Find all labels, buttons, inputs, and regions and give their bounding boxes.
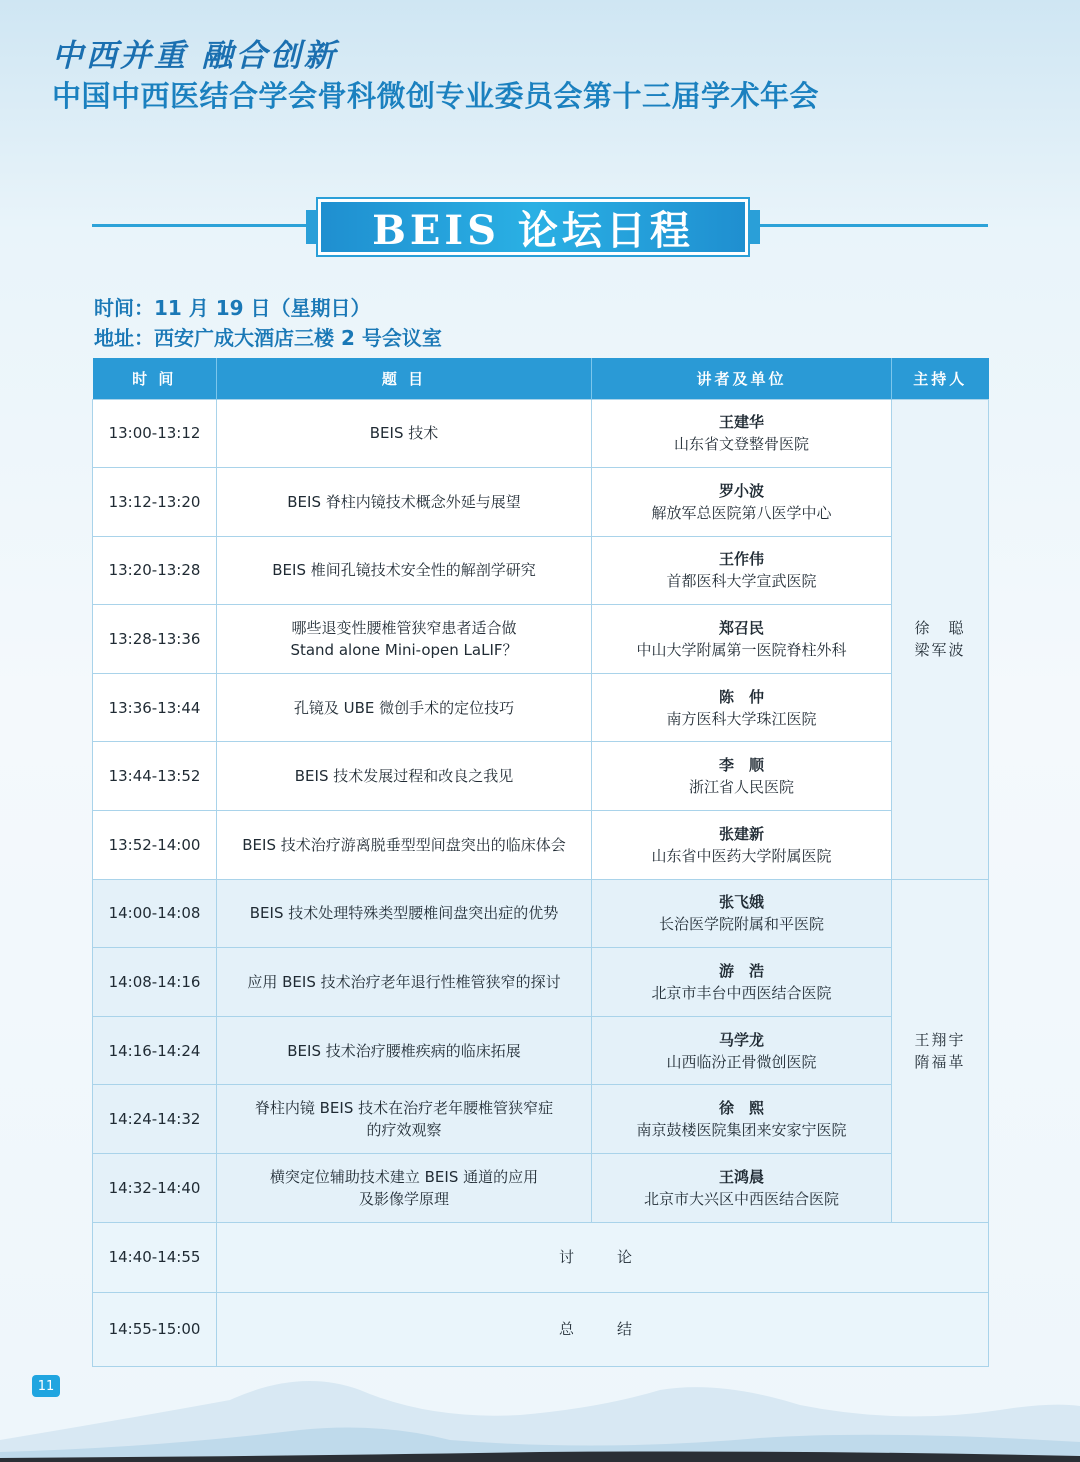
time-cell: 14:16-14:24 bbox=[93, 1016, 217, 1085]
time-cell: 14:55-15:00 bbox=[93, 1292, 217, 1366]
topic-line: BEIS 技术治疗游离脱垂型型间盘突出的临床体会 bbox=[242, 835, 566, 854]
speaker-unit: 长治医学院附属和平医院 bbox=[658, 915, 824, 934]
table-row bbox=[93, 811, 989, 880]
speaker-unit: 山东省文登整骨医院 bbox=[673, 435, 809, 454]
topic-line: BEIS 技术发展过程和改良之我见 bbox=[294, 767, 514, 786]
summary-label: 总 结 bbox=[217, 1292, 989, 1366]
speaker-unit: 北京市丰台中西医结合医院 bbox=[651, 984, 832, 1003]
topic-line: 横突定位辅助技术建立 BEIS 通道的应用 bbox=[269, 1167, 539, 1186]
speaker-cell bbox=[592, 1085, 892, 1154]
host-name: 王翔宇 bbox=[914, 1030, 966, 1049]
speaker-unit: 南京鼓楼医院集团来安家宁医院 bbox=[636, 1121, 847, 1140]
time-cell: 14:08-14:16 bbox=[93, 948, 217, 1017]
topic-cell bbox=[217, 399, 592, 468]
discussion-row bbox=[93, 1222, 989, 1292]
topic-cell bbox=[217, 879, 592, 948]
time-cell: 14:40-14:55 bbox=[93, 1222, 217, 1292]
speaker-cell bbox=[592, 673, 892, 742]
banner-notch-left bbox=[306, 210, 318, 244]
host-name: 徐 聪 bbox=[914, 619, 966, 638]
speaker-unit: 山东省中医药大学附属医院 bbox=[651, 846, 832, 865]
table-row bbox=[93, 605, 989, 674]
topic-cell bbox=[217, 1085, 592, 1154]
topic-line: 脊柱内镜 BEIS 技术在治疗老年腰椎管狭窄症 bbox=[254, 1099, 554, 1118]
time-cell: 13:28-13:36 bbox=[93, 605, 217, 674]
speaker-name: 张飞娥 bbox=[718, 893, 764, 912]
host-cell bbox=[892, 879, 989, 1222]
speaker-cell bbox=[592, 948, 892, 1017]
speaker-cell bbox=[592, 742, 892, 811]
schedule-table bbox=[92, 358, 989, 1367]
topic-line: 及影像学原理 bbox=[358, 1189, 449, 1208]
topic-line: BEIS 技术 bbox=[369, 424, 439, 443]
page-number: 11 bbox=[32, 1375, 60, 1397]
speaker-name: 陈 仲 bbox=[718, 687, 764, 706]
speaker-unit: 中山大学附属第一医院脊柱外科 bbox=[636, 641, 847, 660]
table-row bbox=[93, 399, 989, 468]
table-row bbox=[93, 1154, 989, 1223]
topic-cell bbox=[217, 468, 592, 537]
event-time: 时间：11 月 19 日（星期日） bbox=[94, 296, 371, 320]
time-cell: 13:00-13:12 bbox=[93, 399, 217, 468]
host-name: 梁军波 bbox=[914, 641, 966, 660]
topic-cell bbox=[217, 536, 592, 605]
table-row bbox=[93, 1016, 989, 1085]
speaker-cell bbox=[592, 1016, 892, 1085]
speaker-cell bbox=[592, 879, 892, 948]
speaker-cell bbox=[592, 536, 892, 605]
topic-cell bbox=[217, 605, 592, 674]
host-cell bbox=[892, 399, 989, 879]
speaker-unit: 解放军总医院第八医学中心 bbox=[651, 503, 832, 522]
header-topic: 题 目 bbox=[217, 358, 592, 399]
banner-rule-right bbox=[758, 224, 988, 227]
topic-cell bbox=[217, 811, 592, 880]
table-row bbox=[93, 879, 989, 948]
topic-line: Stand alone Mini-open LaLIF？ bbox=[290, 641, 518, 660]
time-cell: 14:24-14:32 bbox=[93, 1085, 217, 1154]
topic-line: 孔镜及 UBE 微创手术的定位技巧 bbox=[293, 698, 515, 717]
section-banner: BEIS 论坛日程 bbox=[318, 199, 748, 255]
speaker-unit: 浙江省人民医院 bbox=[688, 778, 794, 797]
banner-notch-right bbox=[748, 210, 760, 244]
speaker-unit: 首都医科大学宣武医院 bbox=[666, 572, 817, 591]
table-header-row bbox=[93, 358, 989, 399]
table-row bbox=[93, 468, 989, 537]
table-row bbox=[93, 1085, 989, 1154]
event-location: 地址：西安广成大酒店三楼 2 号会议室 bbox=[94, 326, 442, 350]
conference-slogan: 中西并重 融合创新 bbox=[52, 38, 338, 74]
table-row bbox=[93, 948, 989, 1017]
conference-title: 中国中西医结合学会骨科微创专业委员会第十三届学术年会 bbox=[52, 79, 820, 113]
speaker-cell bbox=[592, 399, 892, 468]
time-cell: 14:32-14:40 bbox=[93, 1154, 217, 1223]
topic-cell bbox=[217, 742, 592, 811]
speaker-cell bbox=[592, 605, 892, 674]
header-speaker: 讲者及单位 bbox=[592, 358, 892, 399]
speaker-name: 张建新 bbox=[718, 824, 764, 843]
speaker-name: 王鸿晨 bbox=[718, 1167, 764, 1186]
topic-line: 哪些退变性腰椎管狭窄患者适合做 bbox=[291, 619, 517, 638]
host-name: 隋福革 bbox=[914, 1052, 966, 1071]
banner-rule-left bbox=[92, 224, 316, 227]
topic-cell bbox=[217, 673, 592, 742]
topic-cell bbox=[217, 1016, 592, 1085]
speaker-cell bbox=[592, 1154, 892, 1223]
time-cell: 13:36-13:44 bbox=[93, 673, 217, 742]
table-row bbox=[93, 742, 989, 811]
discussion-label: 讨 论 bbox=[217, 1222, 989, 1292]
topic-line: BEIS 技术治疗腰椎疾病的临床拓展 bbox=[287, 1041, 521, 1060]
table-row bbox=[93, 673, 989, 742]
time-cell: 13:12-13:20 bbox=[93, 468, 217, 537]
summary-row bbox=[93, 1292, 989, 1366]
topic-cell bbox=[217, 1154, 592, 1223]
speaker-unit: 北京市大兴区中西医结合医院 bbox=[643, 1189, 839, 1208]
time-cell: 13:44-13:52 bbox=[93, 742, 217, 811]
topic-line: BEIS 脊柱内镜技术概念外延与展望 bbox=[287, 492, 521, 511]
speaker-name: 徐 熙 bbox=[718, 1099, 764, 1118]
speaker-unit: 山西临汾正骨微创医院 bbox=[666, 1052, 817, 1071]
speaker-name: 王作伟 bbox=[718, 550, 764, 569]
topic-line: BEIS 技术处理特殊类型腰椎间盘突出症的优势 bbox=[249, 904, 559, 923]
speaker-name: 郑召民 bbox=[718, 619, 764, 638]
speaker-name: 王建华 bbox=[718, 413, 764, 432]
topic-line: BEIS 椎间孔镜技术安全性的解剖学研究 bbox=[272, 561, 536, 580]
topic-line: 应用 BEIS 技术治疗老年退行性椎管狭窄的探讨 bbox=[247, 973, 561, 992]
table-row bbox=[93, 536, 989, 605]
header-time: 时 间 bbox=[93, 358, 217, 399]
topic-line: 的疗效观察 bbox=[366, 1121, 442, 1140]
speaker-name: 罗小波 bbox=[718, 481, 764, 500]
speaker-name: 游 浩 bbox=[718, 962, 764, 981]
speaker-cell bbox=[592, 468, 892, 537]
topic-cell bbox=[217, 948, 592, 1017]
time-cell: 14:00-14:08 bbox=[93, 879, 217, 948]
mountain-decoration bbox=[0, 1360, 1080, 1462]
speaker-name: 李 顺 bbox=[718, 756, 764, 775]
speaker-unit: 南方医科大学珠江医院 bbox=[666, 709, 817, 728]
time-cell: 13:20-13:28 bbox=[93, 536, 217, 605]
speaker-cell bbox=[592, 811, 892, 880]
header-host: 主持人 bbox=[892, 358, 989, 399]
speaker-name: 马学龙 bbox=[718, 1030, 764, 1049]
time-cell: 13:52-14:00 bbox=[93, 811, 217, 880]
